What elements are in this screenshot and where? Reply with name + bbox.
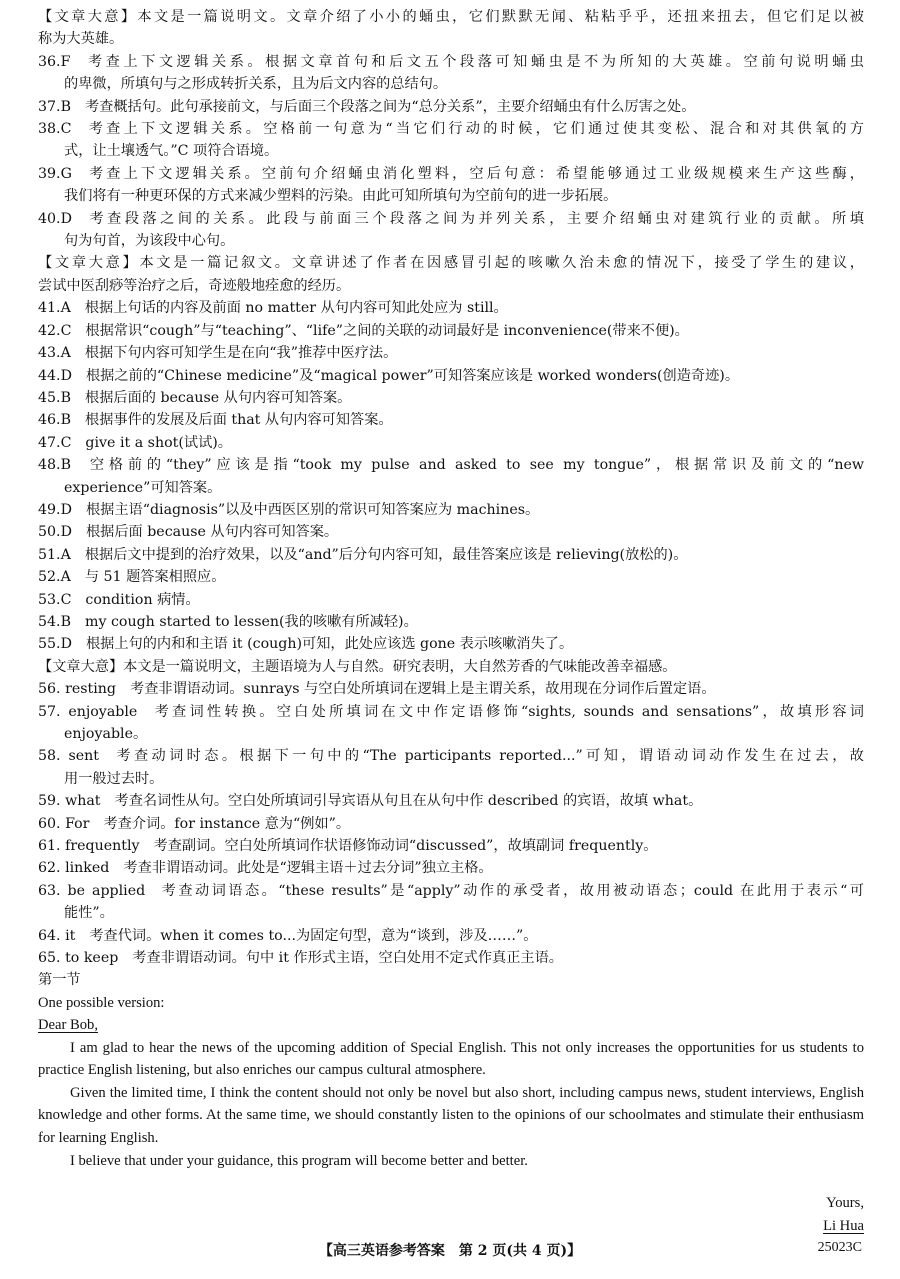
answer-number: 49.D <box>38 501 72 518</box>
answer-explanation: 考查段落之间的关系。此段与前面三个段落之间为并列关系，主要介绍蛹虫对建筑行业的贡献。所填 <box>85 210 864 227</box>
answer-explanation: 根据事件的发展及后面 that 从句内容可知答案。 <box>85 412 393 429</box>
summary-2-line-1: 【文章大意】本文是一篇记叙文。文章讲述了作者在因感冒引起的咳嗽久治未愈的情况下，接受了学生的建议， <box>38 255 864 272</box>
answer-explanation: 考查概括句。此句承接前文，与后面三个段落之间为“总分关系”，主要介绍蛹虫有什么厉害之处。 <box>85 98 696 115</box>
answer-item <box>38 925 864 947</box>
answer-number: 48.B <box>38 457 71 474</box>
answer-number: 41.A <box>38 300 71 317</box>
answer-number: 39.G <box>38 165 72 182</box>
answer-item <box>38 857 864 879</box>
answer-number: 45.B <box>38 389 71 406</box>
answers-36-40 <box>38 51 864 253</box>
answer-number: 44.D <box>38 367 72 384</box>
answer-explanation: 根据后文中提到的治疗效果，以及“and”后分句内容可知，最佳答案应该是 relieving(放松的)。 <box>84 546 688 563</box>
answer-item <box>38 499 864 521</box>
answer-number: 54.B <box>38 613 71 630</box>
answer-number: 62. linked <box>38 860 110 877</box>
answer-explanation: 根据后面 because 从句内容可知答案。 <box>85 524 339 541</box>
footer-page-info: 【高三英语参考答案 第 2 页(共 4 页)】 <box>318 1243 582 1259</box>
answer-item <box>38 813 864 835</box>
answer-explanation: 根据下句内容可知学生是在向“我”推荐中医疗法。 <box>84 345 398 362</box>
answer-explanation-continued: experience”可知答案。 <box>64 479 222 496</box>
answer-item <box>38 589 864 611</box>
answer-item <box>38 701 864 723</box>
answer-explanation-continued: enjoyable。 <box>64 726 148 742</box>
answer-item <box>38 947 864 969</box>
answer-explanation: 考查动词语态。“these results”是“apply”动作的承受者，故用被动语态；could 在此用于表示“可 <box>159 882 864 899</box>
answer-explanation-continued: 式，让土壤透气。”C 项符合语境。 <box>64 143 279 160</box>
answer-number: 64. it <box>38 927 76 944</box>
answer-item <box>38 163 864 185</box>
answer-number: 59. what <box>38 793 101 810</box>
answer-explanation: my cough started to lessen(我的咳嗽有所减轻)。 <box>85 613 418 630</box>
answer-item <box>38 51 864 73</box>
answer-explanation: 根据之前的“Chinese medicine”及“magical power”可知答案应该是 worked wonders(创造奇迹)。 <box>85 367 740 384</box>
answer-item <box>38 297 864 319</box>
answer-explanation: 考查名词性从句。空白处所填词引导宾语从句且在从句中作 described 的宾语，故填 what。 <box>114 793 703 810</box>
answer-number: 51.A <box>38 546 71 563</box>
answer-number: 57. enjoyable <box>38 703 138 720</box>
letter-paragraph-1: I am glad to hear the news of the upcoming addition of Special English. This not only increases the opportunities for us students to practice English listening, but also enriches our campus cultural atmosphere. <box>38 1039 864 1079</box>
answer-explanation: 与 51 题答案相照应。 <box>84 569 226 586</box>
answer-number: 37.B <box>38 98 71 115</box>
answer-item <box>38 118 864 140</box>
answer-explanation: 考查介词。for instance 意为“例如”。 <box>103 815 351 832</box>
answer-document <box>38 6 864 1237</box>
answer-item <box>38 678 864 700</box>
answer-explanation-continued: 能性”。 <box>64 905 114 922</box>
answer-explanation: 根据上句话的内容及前面 no matter 从句内容可知此处应为 still。 <box>84 300 508 317</box>
answer-number: 63. be applied <box>38 882 146 899</box>
writing-section-label: 第一节 <box>38 972 81 989</box>
answer-explanation: 考查副词。空白处所填词作状语修饰动词“discussed”，故填副词 frequently。 <box>153 838 658 855</box>
answer-number: 60. For <box>38 815 90 832</box>
answer-item <box>38 566 864 588</box>
answer-item <box>38 342 864 364</box>
answer-item <box>38 544 864 566</box>
answer-explanation: 考查词性转换。空白处所填词在文中作定语修饰“sights, sounds and sensations”，故填形容词 <box>151 703 864 720</box>
answer-number: 58. sent <box>38 748 99 765</box>
answer-item <box>38 409 864 431</box>
answer-number: 61. frequently <box>38 838 140 855</box>
answer-explanation: 考查非谓语动词。此处是“逻辑主语＋过去分词”独立主格。 <box>123 860 493 877</box>
answer-item <box>38 611 864 633</box>
answer-explanation: 空格前的“they”应该是指“took my pulse and asked to see my tongue”，根据常识及前文的“new <box>85 457 864 474</box>
summary-2-line-2: 尝试中医刮痧等治疗之后，奇迹般地痊愈的经历。 <box>38 277 351 294</box>
answer-explanation: 考查上下文逻辑关系。空格前一句意为“当它们行动的时候，它们通过使其变松、混合和对其供氧的方 <box>85 121 864 138</box>
answer-explanation-continued: 句为句首，为该段中心句。 <box>64 233 235 250</box>
answer-explanation: 考查上下文逻辑关系。根据文章首句和后文五个段落可知蛹虫是不为所知的大英雄。空前句说明蛹虫 <box>84 53 864 70</box>
summary-1-line-1: 【文章大意】本文是一篇说明文。文章介绍了小小的蛹虫，它们默默无闻、粘粘乎乎，还扭来扭去，但它们足以被 <box>38 9 864 25</box>
answer-explanation-continued: 的卑微，所填句与之形成转折关系，且为后文内容的总结句。 <box>64 76 448 93</box>
answer-explanation: condition 病情。 <box>85 591 200 608</box>
answer-number: 40.D <box>38 210 72 227</box>
writing-intro: One possible version: <box>38 994 165 1011</box>
answer-explanation: 根据常识“cough”与“teaching”、“life”之间的关联的动词最好是 inconvenience(带来不便)。 <box>85 322 689 339</box>
answer-explanation: 根据上句的内和和主语 it (cough)可知，此处应该选 gone 表示咳嗽消失了。 <box>85 636 574 653</box>
answers-56-65 <box>38 678 864 969</box>
letter-paragraph-2: Given the limited time, I think the content should not only be novel but also short, including campus news, student interviews, English knowledge and other forms. At the same time, we should constantly listen to the opinions of our schoolmates and stimulate their enthusiasm for learning English. <box>38 1084 864 1147</box>
summary-1-line-2: 称为大英雄。 <box>38 31 124 48</box>
answer-number: 50.D <box>38 524 72 541</box>
answer-item <box>38 432 864 454</box>
answer-explanation: 根据后面的 because 从句内容可知答案。 <box>85 389 352 406</box>
page-footer <box>0 1240 900 1264</box>
answer-explanation-continued: 我们将有一种更环保的方式来减少塑料的污染。由此可知所填句为空前句的进一步拓展。 <box>64 188 618 205</box>
answer-number: 52.A <box>38 569 71 586</box>
answer-item <box>38 521 864 543</box>
answer-number: 46.B <box>38 412 71 429</box>
answer-explanation: 考查动词时态。根据下一句中的“The participants reported...”可知，谓语动词动作发生在过去，故 <box>112 748 864 765</box>
answer-item <box>38 208 864 230</box>
answer-item <box>38 633 864 655</box>
answer-item <box>38 96 864 118</box>
answer-number: 53.C <box>38 591 72 608</box>
answer-number: 47.C <box>38 434 72 451</box>
answer-explanation: 根据主语“diagnosis”以及中西医区别的常识可知答案应为 machines。 <box>85 501 540 518</box>
answer-item <box>38 835 864 857</box>
footer-code: 25023C <box>817 1240 862 1255</box>
letter-greeting: Dear Bob, <box>38 1017 98 1034</box>
answer-item <box>38 790 864 812</box>
answer-number: 65. to keep <box>38 950 119 967</box>
answer-number: 42.C <box>38 322 72 339</box>
answer-item <box>38 387 864 409</box>
answer-item <box>38 880 864 902</box>
answer-explanation-continued: 用一般过去时。 <box>64 770 164 787</box>
answer-number: 36.F <box>38 53 71 70</box>
answer-item <box>38 320 864 342</box>
answer-explanation: give it a shot(试试)。 <box>85 434 232 451</box>
letter-paragraph-3: I believe that under your guidance, this program will become better and better. <box>70 1152 528 1169</box>
answer-item <box>38 745 864 767</box>
answer-explanation: 考查上下文逻辑关系。空前句介绍蛹虫消化塑料，空后句意：希望能够通过工业级规模来生产这些酶， <box>85 165 864 182</box>
summary-3-line-1: 【文章大意】本文是一篇说明文，主题语境为人与自然。研究表明，大自然芳香的气味能改善幸福感。 <box>38 658 677 675</box>
answer-item <box>38 454 864 476</box>
letter-closing: Yours, <box>826 1195 864 1212</box>
answer-number: 55.D <box>38 636 72 653</box>
answer-explanation: 考查非谓语动词。sunrays 与空白处所填词在逻辑上是主谓关系，故用现在分词作后置定语。 <box>130 681 716 698</box>
answer-number: 56. resting <box>38 681 116 698</box>
answer-explanation: 考查代词。when it comes to...为固定句型，意为“谈到，涉及……”。 <box>89 927 538 944</box>
letter-signature: Li Hua <box>823 1217 864 1234</box>
answer-explanation: 考查非谓语动词。句中 it 作形式主语，空白处用不定式作真正主语。 <box>132 950 563 967</box>
answer-number: 43.A <box>38 345 71 362</box>
answers-41-55 <box>38 297 864 656</box>
answer-item <box>38 365 864 387</box>
answer-number: 38.C <box>38 121 72 138</box>
